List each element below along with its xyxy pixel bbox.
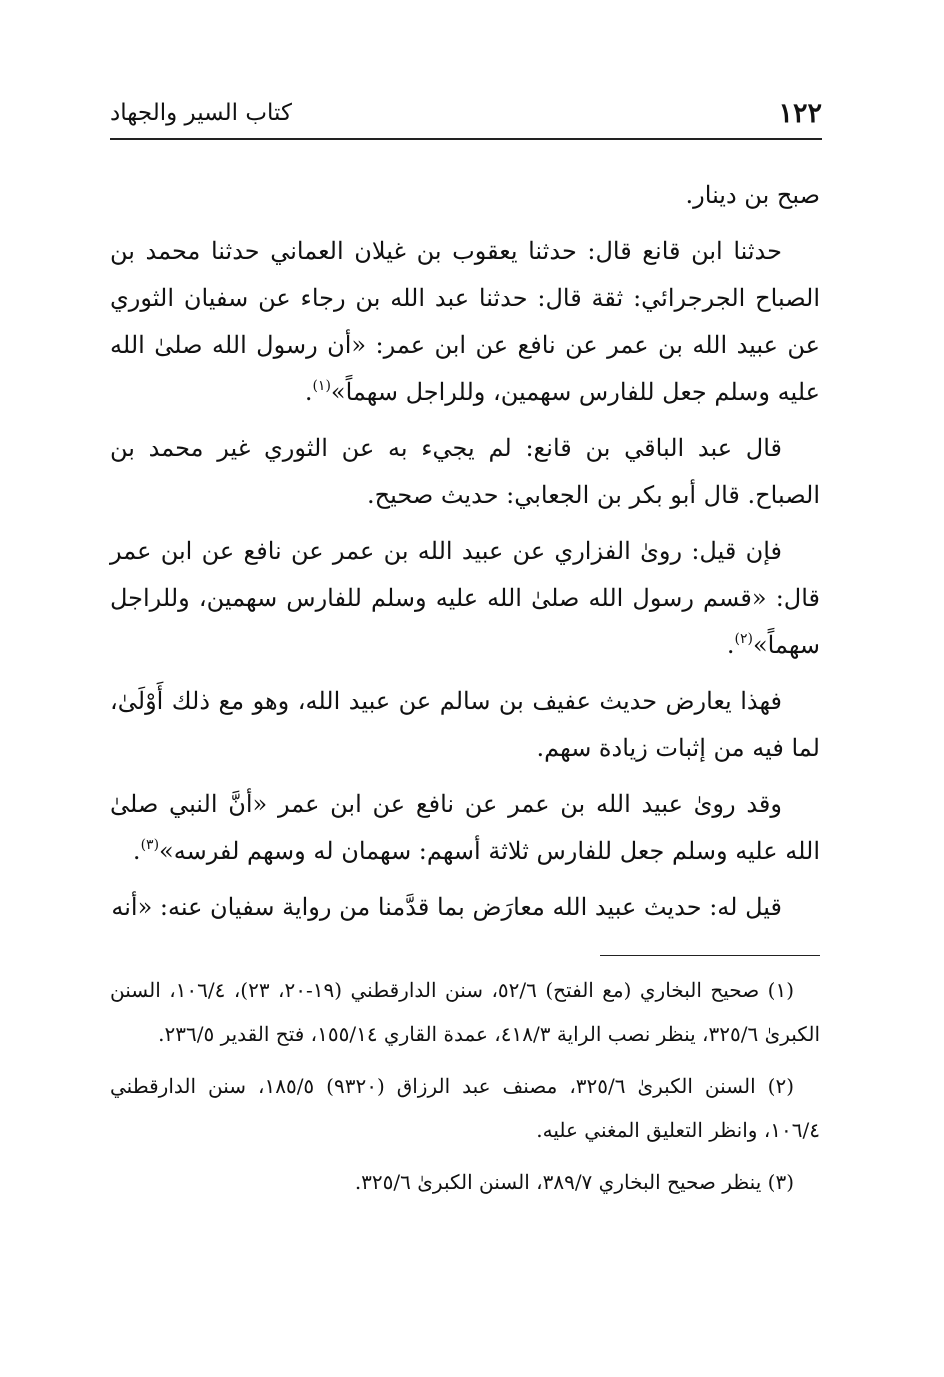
footnote-ref-3[interactable]: (٣) — [140, 837, 160, 853]
paragraph-7-text: قيل له: حديث عبيد الله معارَض بما قدَّمنا من رواية سفيان عنه: «أنه — [111, 893, 782, 921]
paragraph-1-text: صبح بن دينار. — [685, 181, 820, 209]
main-text — [110, 172, 820, 940]
page-header — [110, 92, 822, 140]
paragraph-3 — [110, 425, 820, 519]
paragraph-6 — [110, 781, 820, 875]
footnote-ref-2[interactable]: (٢) — [734, 631, 753, 647]
paragraph-4-end: . — [726, 631, 735, 659]
paragraph-2-end: . — [304, 378, 313, 406]
paragraph-6-text: وقد روىٰ عبيد الله بن عمر عن نافع عن ابن عمر «أنَّ النبي صلىٰ الله عليه وسلم جعل للفارس ثلاثة أسهم: سهمان له وسهم لفرسه» — [110, 790, 820, 865]
paragraph-5 — [110, 678, 820, 772]
paragraph-2-text: حدثنا ابن قانع قال: حدثنا يعقوب بن غيلان العماني حدثنا محمد بن الصباح الجرجرائي: ثقة قال: حدثنا عبد الله بن رجاء عن سفيان الثوري عن عبيد الله بن عمر عن نافع عن ابن عمر: «أن رسول الله صلىٰ الله عليه وسلم جعل للفارس سهمين، وللراجل سهماً» — [110, 237, 820, 406]
running-title: كتاب السير والجهاد — [110, 100, 292, 126]
paragraph-6-end: . — [132, 837, 141, 865]
footnotes — [110, 968, 820, 1212]
paragraph-5-text: فهذا يعارض حديث عفيف بن سالم عن عبيد الله، وهو مع ذلك أَوْلَىٰ، لما فيه من إثبات زيادة سهم. — [110, 687, 820, 762]
footnote-1: (١) صحيح البخاري (مع الفتح) ٥٢/٦، سنن الدارقطني (١٩-٢٠، ٢٣)، ١٠٦/٤، السنن الكبرىٰ ٣٢٥/٦، ينظر نصب الراية ٤١٨/٣، عمدة القاري ١٥٥/١٤، فتح القدير ٢٣٦/٥. — [110, 978, 820, 1046]
footnote-2: (٢) السنن الكبرىٰ ٣٢٥/٦، مصنف عبد الرزاق (٩٣٢٠) ١٨٥/٥، سنن الدارقطني ١٠٦/٤، وانظر التعليق المغني عليه. — [110, 1074, 820, 1142]
paragraph-4 — [110, 528, 820, 669]
footnote-3: (٣) ينظر صحيح البخاري ٣٨٩/٧، السنن الكبرىٰ ٣٢٥/٦. — [354, 1170, 794, 1194]
paragraph-4-text: فإن قيل: روىٰ الفزاري عن عبيد الله بن عمر عن نافع عن ابن عمر قال: «قسم رسول الله صلىٰ الله عليه وسلم للفارس سهمين، وللراجل سهماً» — [110, 537, 820, 659]
page-number: ١٢٢ — [778, 98, 822, 129]
paragraph-2 — [110, 228, 820, 416]
footnote-divider — [600, 955, 820, 956]
paragraph-1 — [110, 172, 820, 219]
paragraph-3-text: قال عبد الباقي بن قانع: لم يجيء به عن الثوري غير محمد بن الصباح. قال أبو بكر بن الجعابي: حديث صحيح. — [110, 434, 820, 509]
footnote-ref-1[interactable]: (١) — [312, 378, 331, 394]
paragraph-7 — [110, 884, 820, 931]
